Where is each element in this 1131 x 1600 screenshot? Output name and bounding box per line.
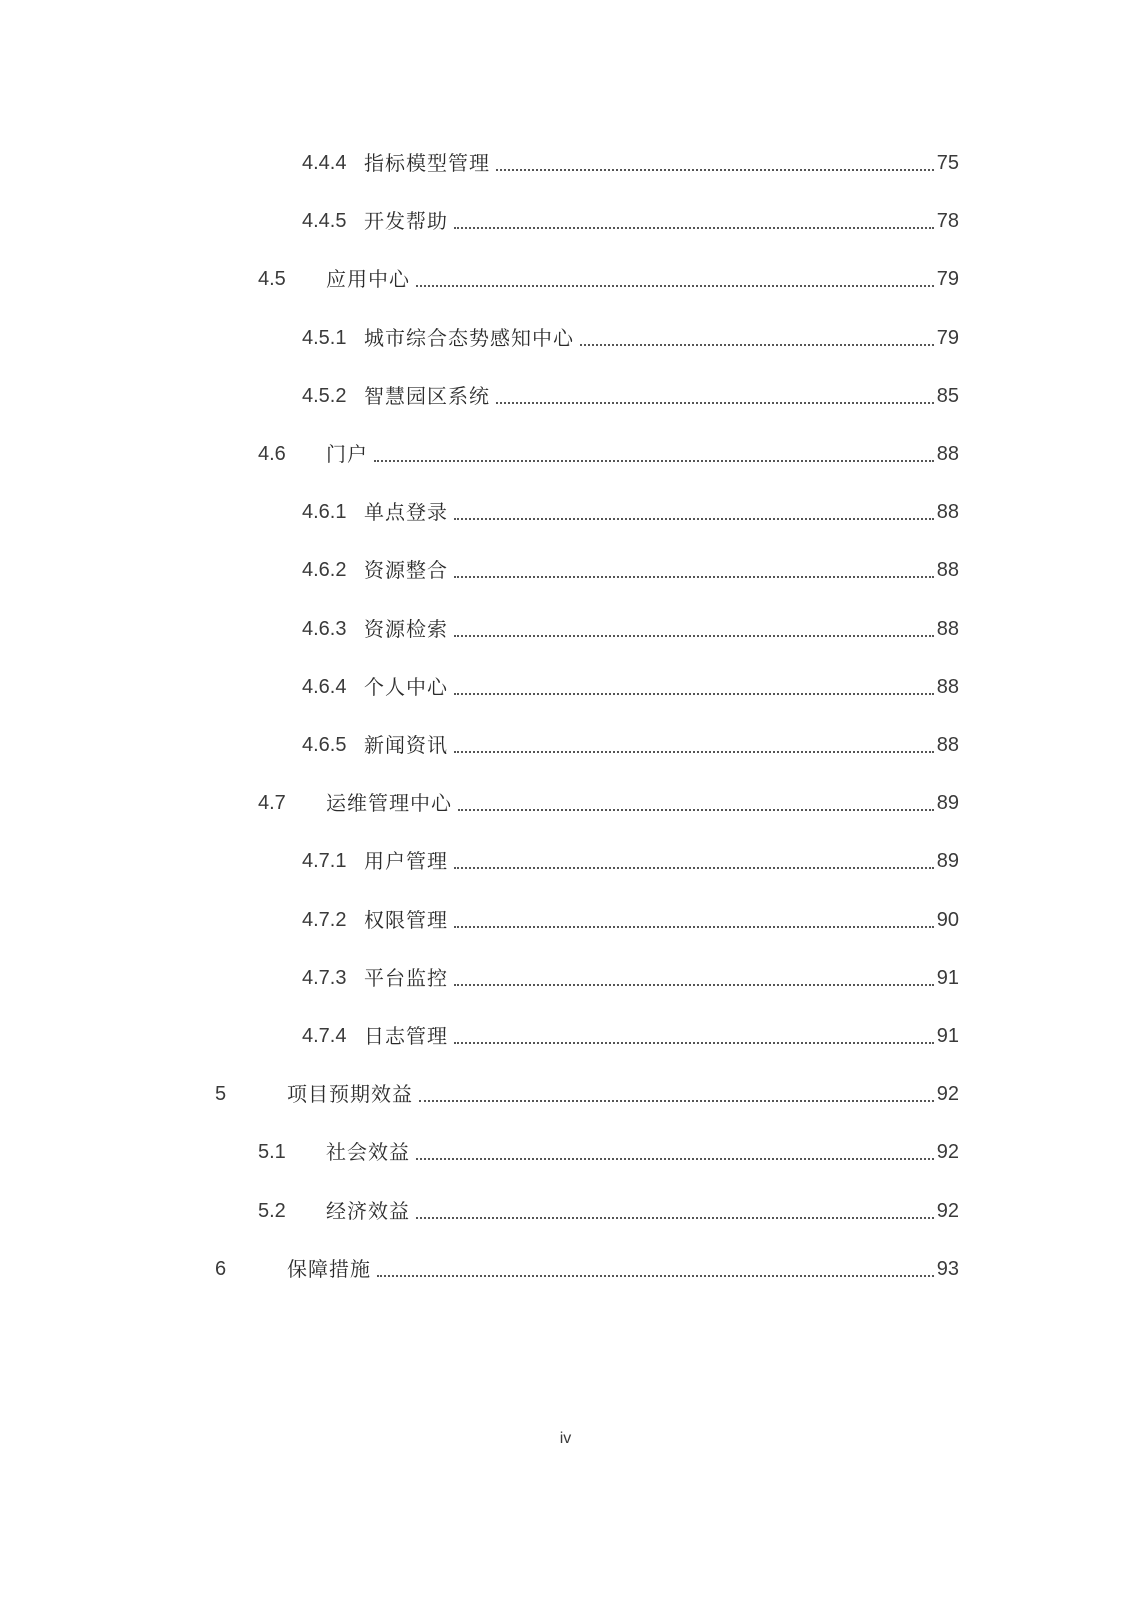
toc-entry[interactable] bbox=[302, 902, 959, 938]
toc-dot-leader bbox=[454, 926, 934, 928]
toc-entry-title: 城市综合态势感知中心 bbox=[364, 326, 574, 350]
toc-dot-leader bbox=[454, 635, 934, 637]
toc-entry[interactable] bbox=[302, 1018, 959, 1054]
toc-entry-title: 应用中心 bbox=[326, 267, 410, 291]
toc-dot-leader bbox=[580, 344, 934, 346]
toc-entry[interactable] bbox=[258, 261, 959, 297]
toc-entry-page: 92 bbox=[936, 1200, 959, 1222]
toc-dot-leader bbox=[416, 285, 934, 287]
toc-entry[interactable] bbox=[302, 145, 959, 181]
toc-dot-leader bbox=[454, 576, 934, 578]
toc-entry-title: 经济效益 bbox=[326, 1199, 410, 1223]
toc-entry[interactable] bbox=[302, 494, 959, 530]
toc-dot-leader bbox=[454, 227, 934, 229]
toc-entry[interactable] bbox=[258, 1193, 959, 1229]
toc-dot-leader bbox=[377, 1275, 934, 1277]
toc-entry[interactable] bbox=[215, 1251, 959, 1287]
toc-entry-number: 5 bbox=[215, 1083, 227, 1105]
toc-entry-number: 4.6.3 bbox=[302, 618, 347, 640]
toc-entry-number: 4.7.2 bbox=[302, 909, 347, 931]
toc-dot-leader bbox=[454, 867, 934, 869]
toc-dot-leader bbox=[454, 693, 934, 695]
toc-entry[interactable] bbox=[302, 378, 959, 414]
toc-entry-title: 资源整合 bbox=[364, 558, 448, 582]
toc-entry-page: 85 bbox=[936, 385, 959, 407]
toc-entry[interactable] bbox=[302, 552, 959, 588]
toc-entry-page: 93 bbox=[936, 1258, 959, 1280]
toc-entry-title: 用户管理 bbox=[364, 849, 448, 873]
toc-entry-page: 89 bbox=[936, 850, 959, 872]
toc-entry[interactable] bbox=[302, 960, 959, 996]
toc-entry-number: 4.4.5 bbox=[302, 210, 347, 232]
toc-dot-leader bbox=[419, 1100, 934, 1102]
toc-entry-number: 4.5.1 bbox=[302, 327, 347, 349]
toc-dot-leader bbox=[458, 809, 934, 811]
toc-entry-number: 4.6.5 bbox=[302, 734, 347, 756]
toc-entry-page: 88 bbox=[936, 734, 959, 756]
toc-entry-title: 运维管理中心 bbox=[326, 791, 452, 815]
toc-entry-title: 权限管理 bbox=[364, 908, 448, 932]
toc-entry-page: 75 bbox=[936, 152, 959, 174]
toc-entry[interactable] bbox=[302, 843, 959, 879]
toc-entry-number: 4.5.2 bbox=[302, 385, 347, 407]
toc-entry-number: 6 bbox=[215, 1258, 227, 1280]
toc-entry-title: 开发帮助 bbox=[364, 209, 448, 233]
toc-entry-title: 资源检索 bbox=[364, 617, 448, 641]
toc-entry-number: 4.6 bbox=[258, 443, 286, 465]
toc-entry-number: 5.2 bbox=[258, 1200, 286, 1222]
toc-entry[interactable] bbox=[302, 203, 959, 239]
toc-entry-page: 91 bbox=[936, 1025, 959, 1047]
toc-entry-page: 88 bbox=[936, 618, 959, 640]
toc-entry-number: 4.5 bbox=[258, 268, 286, 290]
toc-dot-leader bbox=[454, 984, 934, 986]
toc-dot-leader bbox=[416, 1217, 934, 1219]
toc-entry-number: 4.7.1 bbox=[302, 850, 347, 872]
toc-entry-page: 79 bbox=[936, 268, 959, 290]
toc-entry[interactable] bbox=[258, 1134, 959, 1170]
toc-entry[interactable] bbox=[302, 727, 959, 763]
toc-entry-page: 88 bbox=[936, 676, 959, 698]
toc-entry-page: 88 bbox=[936, 501, 959, 523]
toc-entry-page: 89 bbox=[936, 792, 959, 814]
toc-entry[interactable] bbox=[302, 320, 959, 356]
toc-entry-number: 4.7 bbox=[258, 792, 286, 814]
toc-entry-number: 4.6.2 bbox=[302, 559, 347, 581]
toc-entry-page: 90 bbox=[936, 909, 959, 931]
toc-entry-title: 智慧园区系统 bbox=[364, 384, 490, 408]
toc-entry[interactable] bbox=[302, 611, 959, 647]
toc-dot-leader bbox=[496, 169, 934, 171]
toc-entry-number: 4.6.1 bbox=[302, 501, 347, 523]
toc-entry-title: 日志管理 bbox=[364, 1024, 448, 1048]
toc-entry[interactable] bbox=[258, 785, 959, 821]
toc-entry-title: 个人中心 bbox=[364, 675, 448, 699]
toc-dot-leader bbox=[374, 460, 934, 462]
toc-entry[interactable] bbox=[258, 436, 959, 472]
toc-entry-title: 项目预期效益 bbox=[287, 1082, 413, 1106]
toc-entry-title: 平台监控 bbox=[364, 966, 448, 990]
toc-entry-title: 门户 bbox=[326, 442, 368, 466]
toc-entry-number: 4.7.4 bbox=[302, 1025, 347, 1047]
toc-entry-page: 92 bbox=[936, 1083, 959, 1105]
toc-entry-number: 4.4.4 bbox=[302, 152, 347, 174]
toc-entry-title: 社会效益 bbox=[326, 1140, 410, 1164]
toc-entry[interactable] bbox=[302, 669, 959, 705]
toc-dot-leader bbox=[454, 751, 934, 753]
page-number: iv bbox=[559, 1430, 572, 1447]
toc-entry-title: 保障措施 bbox=[287, 1257, 371, 1281]
toc-entry-page: 91 bbox=[936, 967, 959, 989]
toc-dot-leader bbox=[454, 1042, 934, 1044]
toc-entry-page: 88 bbox=[936, 559, 959, 581]
toc-dot-leader bbox=[416, 1158, 934, 1160]
toc-entry-number: 4.6.4 bbox=[302, 676, 347, 698]
toc-dot-leader bbox=[454, 518, 934, 520]
toc-entry-number: 4.7.3 bbox=[302, 967, 347, 989]
toc-entry-title: 单点登录 bbox=[364, 500, 448, 524]
toc-entry[interactable] bbox=[215, 1076, 959, 1112]
toc-entry-page: 79 bbox=[936, 327, 959, 349]
toc-entry-title: 指标模型管理 bbox=[364, 151, 490, 175]
toc-entry-number: 5.1 bbox=[258, 1141, 286, 1163]
toc-entry-page: 92 bbox=[936, 1141, 959, 1163]
toc-dot-leader bbox=[496, 402, 934, 404]
toc-entry-page: 88 bbox=[936, 443, 959, 465]
toc-entry-page: 78 bbox=[936, 210, 959, 232]
toc-entry-title: 新闻资讯 bbox=[364, 733, 448, 757]
